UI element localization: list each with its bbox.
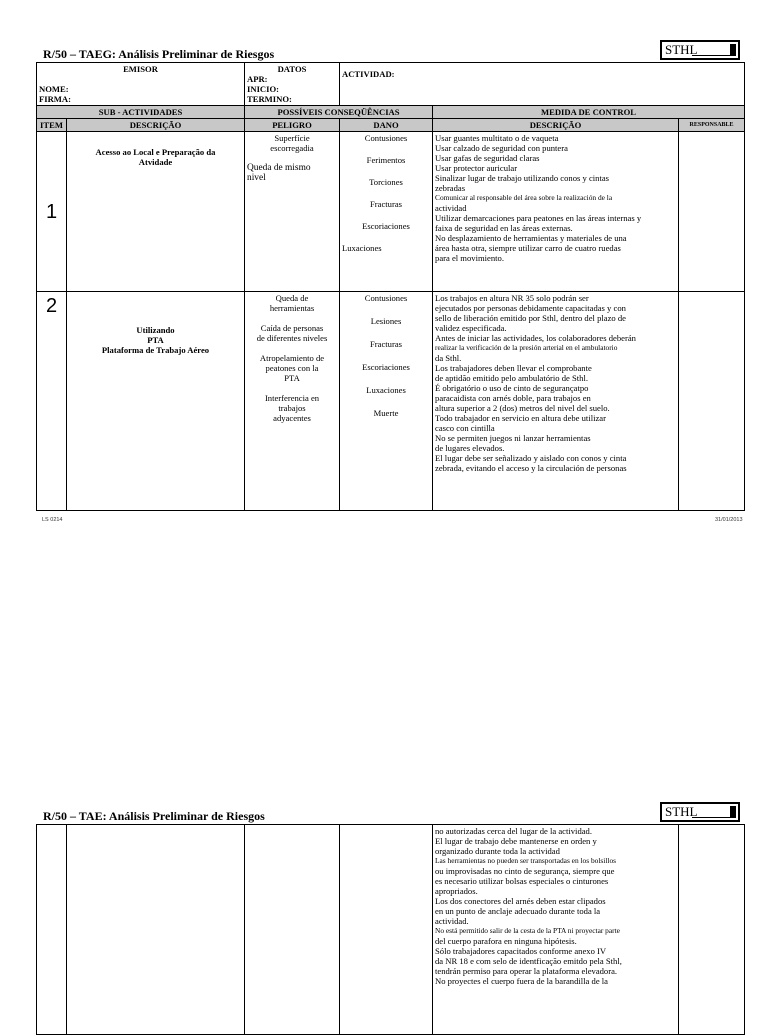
medida-line: ou improvisadas no cinto de segurança, siempre que — [435, 866, 615, 876]
peligro-line: Caída de personas — [260, 323, 324, 333]
item-header: ITEM — [37, 119, 67, 132]
peligro-header: PELIGRO — [245, 119, 340, 132]
peligro-line: Atropelamiento de — [259, 353, 325, 363]
inicio-label: INICIO: — [247, 84, 280, 94]
dano-item: Lesiones — [370, 316, 402, 326]
medida-line: actividad — [435, 203, 467, 213]
medida-cell — [433, 132, 679, 292]
apr-label: APR: — [247, 74, 268, 84]
dano-item: Contusiones — [364, 293, 408, 303]
medida-line: altura superior a 2 (dos) metros del nivel del suelo. — [435, 403, 610, 413]
descricao-header: DESCRIÇÃO — [67, 119, 245, 132]
peligro-cell — [245, 825, 340, 1035]
dano-item: Fracturas — [370, 199, 402, 209]
medida-line: del cuerpo parafora en ninguna hipótesis. — [435, 936, 577, 946]
dano-item: Torciones — [369, 177, 403, 187]
peligro-line: adyacentes — [273, 413, 311, 423]
item-cell — [37, 825, 67, 1035]
dano-item: Luxaciones — [366, 385, 406, 395]
actividad-label: ACTIVIDAD: — [342, 69, 395, 79]
medida-line: Sólo trabajadores capacitados conforme anexo IV — [435, 946, 607, 956]
medida-line: ejecutados por personas debidamente capacitadas y con — [435, 303, 626, 313]
table-row — [37, 292, 745, 511]
sub-activity-line: Acesso ao Local e Preparação da — [95, 147, 216, 157]
sub-activity-line: PTA — [147, 335, 164, 345]
item-cell — [37, 132, 67, 292]
footer-date: 31/01/2013 — [715, 517, 743, 523]
medida-line: Todo trabajador en servicio en altura debe utilizar — [435, 413, 606, 423]
medida-line: No desplazamiento de herramientas y materiales de una — [435, 233, 627, 243]
dano-item: Fracturas — [370, 339, 402, 349]
dano-cell — [340, 132, 433, 292]
sub-activity-cell — [67, 132, 245, 292]
sub-activity-line: Utilizando — [136, 325, 175, 335]
medida-line: El lugar de trabajo debe mantenerse en orden y — [435, 836, 597, 846]
nome-label: NOME: — [39, 84, 69, 94]
medida-line: zebrada, evitando el acceso y la circulación de personas — [435, 463, 627, 473]
medida-cell — [433, 292, 679, 511]
peligro-line: PTA — [284, 373, 300, 383]
table-row — [37, 825, 745, 1035]
dano-item: Ferimentos — [366, 155, 406, 165]
peligro-cell — [245, 132, 340, 292]
actividad-cell — [340, 63, 745, 106]
medida-line: Utilizar demarcaciones para peatones en las áreas internas y — [435, 213, 642, 223]
responsable-cell — [679, 292, 745, 511]
peligro-line: escorregadia — [270, 143, 314, 153]
medida-line: validez especificada. — [435, 323, 507, 333]
medida-line: es necesario utilizar bolsas especiales o cinturones — [435, 876, 609, 886]
dano-item: Escoriaciones — [362, 221, 410, 231]
emisor-cell — [37, 63, 245, 106]
medida-line: da Sthl. — [435, 353, 462, 363]
medida-line: no autorizadas cerca del lugar de la actividad. — [435, 826, 592, 836]
logo-underline — [692, 817, 730, 818]
page-1-title: R/50 – TAEG: Análisis Preliminar de Riesgos — [43, 47, 275, 61]
medida-line: en un punto de anclaje adecuado durante toda la — [435, 906, 601, 916]
footer-code: LS 0214 — [42, 517, 63, 523]
medida-line: Los dos conectores del arnés deben estar clipados — [435, 896, 606, 906]
sub-activity-line: Plataforma de Trabajo Aéreo — [101, 345, 210, 355]
responsable-cell — [679, 825, 745, 1035]
medida-line: sello de liberación emitido por Sthl, dentro del plazo de — [435, 313, 626, 323]
medida-line: Los trabajadores deben llevar el comprobante — [435, 363, 592, 373]
dano-item: Muerte — [373, 408, 399, 418]
medida-line: No proyectes el cuerpo fuera de la barandilla de la — [435, 976, 608, 986]
peligro-cell — [245, 292, 340, 511]
medida-cell — [433, 825, 679, 1035]
peligro-line: herramientas — [269, 303, 315, 313]
item-number: 2 — [45, 295, 58, 317]
medida-line: Usar calzado de seguridad con puntera — [435, 143, 568, 153]
medida-line: No se permiten juegos ni lanzar herramientas — [435, 433, 591, 443]
medida-line: zebradas — [435, 183, 466, 193]
dano-item: Escoriaciones — [362, 362, 410, 372]
medida-line: Usar protector auricular — [435, 163, 518, 173]
responsable-header: RESPONSABLE — [679, 119, 745, 132]
peligro-line: peatones con la — [265, 363, 319, 373]
dano-header: DANO — [340, 119, 433, 132]
responsable-cell — [679, 132, 745, 292]
logo-mark-icon — [730, 44, 736, 56]
medida-line: Las herramientas no pueden ser transportadas en los bolsillos — [435, 856, 617, 865]
sub-actividades-header: SUB - ACTIVIDADES — [37, 106, 245, 119]
medida-line: No está permitido salir de la cesta de la PTA ni proyectar parte — [435, 926, 620, 935]
medida-line: Sinalizar lugar de trabajo utilizando conos y cintas — [435, 173, 609, 183]
logo-text: STHL — [665, 42, 698, 57]
item-cell — [37, 292, 67, 511]
medida-header: MEDIDA DE CONTROL — [433, 106, 745, 119]
medida-line: organizado durante toda la actividad — [435, 846, 560, 856]
medida-line: Usar guantes multitato o de vaqueta — [435, 133, 559, 143]
medida-line: de aptidão emitido pelo ambulatório de Sthl. — [435, 373, 588, 383]
datos-label: DATOS — [277, 64, 307, 74]
medida-line: área hasta otra, siempre utilizar carro de cuatro ruedas — [435, 243, 621, 253]
sthl-logo — [660, 40, 740, 60]
descricao-medida-header: DESCRIÇÃO — [433, 119, 679, 132]
emisor-label: EMISOR — [123, 64, 158, 74]
sub-activity-line: Atvidade — [138, 157, 173, 167]
logo-underline — [692, 55, 730, 56]
dano-cell — [340, 292, 433, 511]
peligro-line: Queda de — [275, 293, 309, 303]
medida-line: É obrigatório o uso de cinto de segurançatpo — [435, 383, 589, 393]
sub-activity-cell — [67, 292, 245, 511]
medida-line: paracaidista con arnés doble, para trabajos en — [435, 393, 591, 403]
peligro-line: de diferentes niveles — [256, 333, 328, 343]
medida-line: Comunicar al responsable del área sobre la realización de la — [435, 193, 613, 202]
medida-line: Antes de iniciar las actividades, los colaboradores deberán — [435, 333, 636, 343]
dano-item: Contusiones — [364, 133, 408, 143]
table-row — [37, 132, 745, 292]
firma-label: FIRMA: — [39, 94, 71, 104]
peligro-line: Superfície — [274, 133, 310, 143]
medida-line: tendrán permiso para operar la plataforma elevadora. — [435, 966, 618, 976]
medida-line: de lugares elevados. — [435, 443, 505, 453]
logo-text: STHL — [665, 804, 698, 819]
peligro-line: trabajos — [278, 403, 306, 413]
medida-line: actividad. — [435, 916, 469, 926]
risk-analysis-table — [36, 62, 745, 511]
medida-line: da NR 18 e com selo de identficação emitdo pela Sthl, — [435, 956, 622, 966]
datos-cell — [245, 63, 340, 106]
logo-mark-icon — [730, 806, 736, 818]
medida-line: faixa de seguridad en las áreas externas. — [435, 223, 573, 233]
dano-item: Luxaciones — [342, 243, 382, 253]
sub-activity-cell — [67, 825, 245, 1035]
item-number: 1 — [45, 200, 58, 223]
termino-label: TERMINO: — [247, 94, 292, 104]
medida-line: apropriados. — [435, 886, 478, 896]
medida-line: para el movimiento. — [435, 253, 504, 263]
medida-line: casco con cintilla — [435, 423, 495, 433]
peligro-line: Interferencia en — [264, 393, 320, 403]
possiveis-header: POSSÍVEIS CONSEQÜÊNCIAS — [245, 106, 433, 119]
peligro-line: nivel — [247, 173, 266, 183]
sthl-logo — [660, 802, 740, 822]
dano-cell — [340, 825, 433, 1035]
medida-line: Usar gafas de seguridad claras — [435, 153, 540, 163]
risk-analysis-table-continued — [36, 824, 745, 1035]
medida-line: realizar la verificación de la presión arterial en el ambulatorio — [435, 343, 618, 352]
medida-line: El lugar debe ser señalizado y aislado con conos y cinta — [435, 453, 627, 463]
page-2-title: R/50 – TAE: Análisis Preliminar de Riesgos — [43, 809, 265, 823]
medida-line: Los trabajos en altura NR 35 solo podrán ser — [435, 293, 589, 303]
peligro-line: Queda de mismo — [247, 163, 311, 173]
